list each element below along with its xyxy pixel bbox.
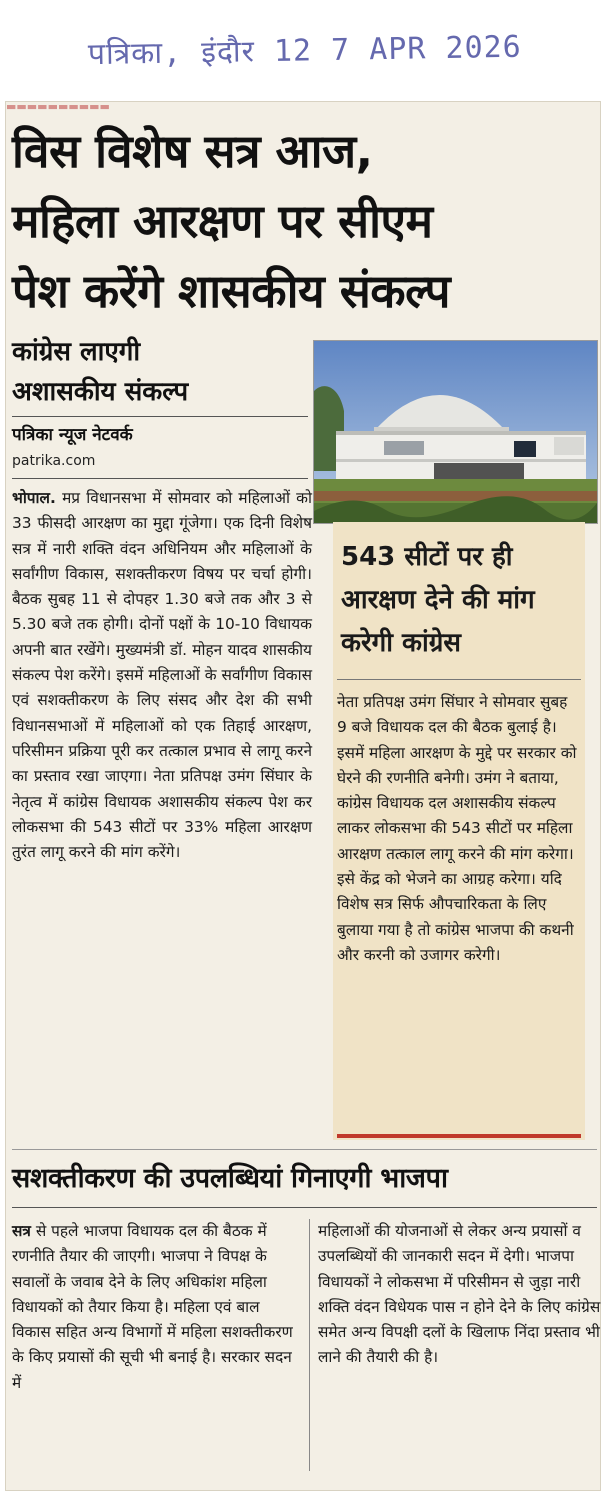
sidebar-title: 543 सीटों पर ही आरक्षण देने की मांग करेगी कांग्रेस — [341, 542, 535, 658]
section-column-left — [12, 1219, 302, 1396]
cut-off-kicker: ▬▬▬▬▬▬▬▬▬▬ — [6, 102, 110, 112]
byline: पत्रिका न्यूज नेटवर्क — [12, 425, 133, 445]
divider — [12, 416, 308, 417]
article-body — [12, 486, 312, 865]
sidebar-box — [333, 522, 585, 1140]
section-lead: सत्र — [12, 1222, 31, 1240]
section-divider — [12, 1149, 597, 1150]
divider — [12, 478, 308, 479]
building-illustration — [314, 341, 597, 523]
divider — [337, 679, 581, 680]
headline-line-2: महिला आरक्षण पर सीएम — [12, 194, 433, 248]
headline — [12, 116, 597, 326]
subheadline — [12, 332, 312, 412]
vidhan-sabha-photo — [313, 340, 598, 524]
section-column-right: महिलाओं की योजनाओं से लेकर अन्य प्रयासों व उपलब्धियों की जानकारी सदन में देगी। भाजपा विधायकों ने लोकसभा में परिसीमन से जुड़ा नारी शक्ति वंदन विधेयक पास न होने देने के लिए कांग्रेस समेत अन्य विपक्षी दलों के खिलाफ निंदा प्रस्ताव भी लाने की तैयारी की है। — [318, 1222, 601, 1367]
section-title: सशक्तीकरण की उपलब्धियां गिनाएगी भाजपा — [12, 1163, 448, 1194]
headline-line-1: विस विशेष सत्र आज, — [12, 124, 373, 178]
subhead-line-1: कांग्रेस लाएगी — [12, 337, 141, 367]
divider — [12, 1207, 597, 1208]
section-text-left: से पहले भाजपा विधायक दल की बैठक में रणनीति तैयार की जाएगी। भाजपा ने विपक्ष के सवालों के जवाब देने के लिए अधिकांश महिला विधायकों को तैयार किया है। महिला एवं बाल विकास सहित अन्य विभागों में महिला सशक्तीकरण के किए प्रयासों की सूची भी बनाई है। सरकार सदन में — [12, 1222, 293, 1392]
newspaper-clipping — [6, 102, 600, 1490]
sidebar-body: नेता प्रतिपक्ष उमंग सिंघार ने सोमवार सुबह 9 बजे विधायक दल की बैठक बुलाई है। इसमें महिला आरक्षण के मुद्दे पर सरकार को घेरने की रणनीति बनेगी। उमंग ने बताया, कांग्रेस विधायक दल अशासकीय संकल्प लाकर लोकसभा की 543 सीटों पर महिला आरक्षण तत्काल लागू करने की मांग करेगा। इसे केंद्र को भेजने का आग्रह करेगा। यदि विशेष सत्र सिर्फ औपचारिकता के लिए बुलाया गया है तो कांग्रेस भाजपा की कथनी और करनी को उजागर करेगी। — [337, 693, 577, 964]
column-divider — [309, 1219, 310, 1471]
article-text: मप्र विधानसभा में सोमवार को महिलाओं को 33 फीसदी आरक्षण का मुद्दा गूंजेगा। एक दिनी विशेष सत्र में नारी शक्ति वंदन अधिनियम और महिलाओं के सर्वांगीण विकास, सशक्तीकरण विषय पर चर्चा होगी। बैठक सुबह 11 से दोपहर 1.30 बजे तक और 3 से 5.30 बजे तक होगी। दोनों पक्षों के 10-10 विधायक अपनी बात रखेंगे। मुख्यमंत्री डॉ. मोहन यादव शासकीय संकल्प पेश करेंगे। इसमें महिलाओं के सर्वांगीण विकास एवं सशक्तीकरण के लिए संसद और देश की सभी विधानसभाओं में महिलाओं को एक तिहाई आरक्षण, परिसीमन प्रक्रिया पूरी कर तत्काल प्रभाव से लागू करने का प्रस्ताव रखा जाएगा। नेता प्रतिपक्ष उमंग सिंघार के नेतृत्व में कांग्रेस विधायक अशासकीय संकल्प पेश कर लोकसभा की 543 सीटों पर 33% महिला आरक्षण तुरंत लागू करने की मांग करेंगे। — [12, 489, 312, 862]
date-stamp: पत्रिका, इंदौर 12 7 APR 2026 — [87, 29, 523, 73]
dateline: भोपाल. — [12, 489, 56, 507]
subhead-line-2: अशासकीय संकल्प — [12, 377, 189, 407]
red-rule — [337, 1134, 581, 1138]
headline-line-3: पेश करेंगे शासकीय संकल्प — [12, 264, 450, 318]
website: patrika.com — [12, 453, 96, 469]
